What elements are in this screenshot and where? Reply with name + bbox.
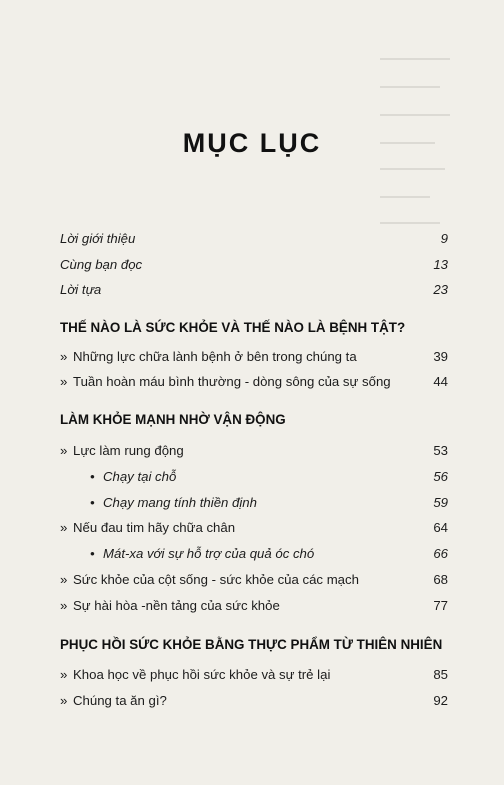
bullet-icon: » xyxy=(60,693,68,708)
toc-entry-page: 92 xyxy=(433,693,448,708)
toc-entry-label: Chạy mang tính thiền định xyxy=(103,495,257,510)
toc-entry-label: Khoa học về phục hồi sức khỏe và sự trẻ lại xyxy=(73,667,331,682)
toc-entry-label: Lời tựa xyxy=(60,282,102,297)
toc-entry-page: 68 xyxy=(433,572,448,587)
bullet-icon: » xyxy=(60,598,68,613)
toc-entry-label: Sự hài hòa -nền tảng của sức khỏe xyxy=(73,598,280,613)
toc-entry-label: Những lực chữa lành bệnh ở bên trong chúng ta xyxy=(73,349,357,364)
toc-entry-page: 13 xyxy=(433,257,448,272)
bullet-icon: » xyxy=(60,667,68,682)
toc-entry-label: Nếu đau tim hãy chữa chân xyxy=(73,520,236,535)
toc-entry-page: 85 xyxy=(433,667,448,682)
toc-entry-page: 9 xyxy=(440,231,448,246)
toc-entry-label: Lực làm rung động xyxy=(73,443,184,458)
toc-entry-page: 53 xyxy=(433,443,448,458)
toc-entry-label: Cùng bạn đọc xyxy=(60,257,143,272)
section-heading: THẾ NÀO LÀ SỨC KHỎE VÀ THẾ NÀO LÀ BỆNH TẬT? xyxy=(60,320,406,335)
section-heading: LÀM KHỎE MẠNH NHỜ VẬN ĐỘNG xyxy=(60,412,286,427)
toc-entry-page: 39 xyxy=(433,349,448,364)
page-title: MỤC LỤC xyxy=(182,128,322,158)
bullet-icon: • xyxy=(90,469,95,484)
section-heading: PHỤC HỒI SỨC KHỎE BẰNG THỰC PHẨM TỪ THIÊN NHIÊN xyxy=(60,637,443,652)
toc-entry-label: Chạy tại chỗ xyxy=(103,469,177,484)
toc-entry-label: Chúng ta ăn gì? xyxy=(73,693,167,708)
toc-entry-page: 66 xyxy=(433,546,448,561)
toc-entry-page: 23 xyxy=(433,282,448,297)
toc-entry-page: 64 xyxy=(433,520,448,535)
bullet-icon: • xyxy=(90,495,95,510)
toc-entry-label: Lời giới thiệu xyxy=(60,231,136,246)
toc-entry-page: 59 xyxy=(433,495,448,510)
bullet-icon: » xyxy=(60,520,68,535)
bullet-icon: » xyxy=(60,443,68,458)
toc-entry-label: Mát-xa với sự hỗ trợ của quả óc chó xyxy=(103,546,315,561)
bullet-icon: » xyxy=(60,374,68,389)
bullet-icon: » xyxy=(60,572,68,587)
toc-entry-page: 77 xyxy=(433,598,448,613)
bullet-icon: » xyxy=(60,349,68,364)
toc-entry-label: Tuần hoàn máu bình thường - dòng sông của sự sống xyxy=(73,374,391,389)
toc-entry-page: 56 xyxy=(433,469,448,484)
toc-entry-label: Sức khỏe của cột sống - sức khỏe của các mạch xyxy=(73,572,359,587)
toc-entry-page: 44 xyxy=(433,374,448,389)
bullet-icon: • xyxy=(90,546,95,561)
